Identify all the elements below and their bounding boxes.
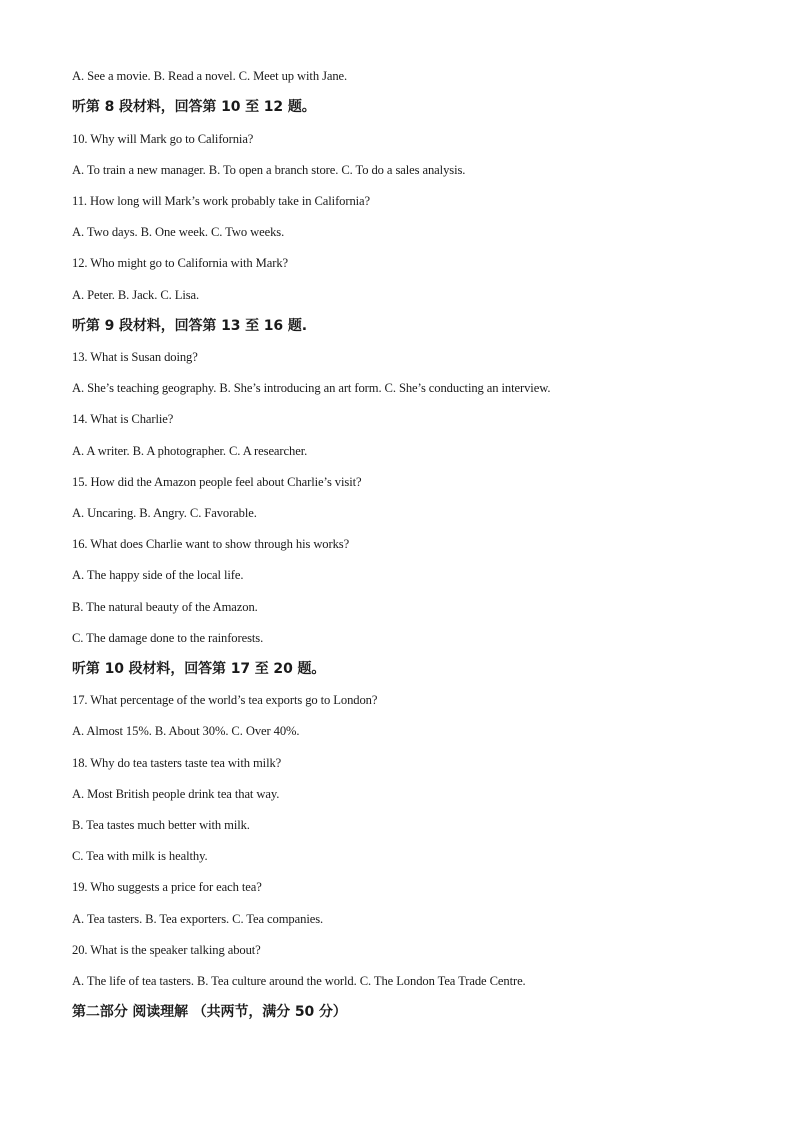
answer-options-line: A. See a movie. B. Read a novel. C. Meet up with Jane.	[72, 69, 348, 83]
answer-option-b: B. Tea tastes much better with milk.	[72, 818, 250, 832]
answer-options-line: A. To train a new manager. B. To open a branch store. C. To do a sales analysis.	[72, 163, 466, 177]
answer-option-b: B. The natural beauty of the Amazon.	[72, 600, 258, 614]
answer-option-a: A. The happy side of the local life.	[72, 568, 244, 582]
question-17: 17. What percentage of the world’s tea exports go to London?	[72, 693, 378, 707]
section-heading-part-8: 听第 8 段材料，回答第 10 至 12 题。	[72, 99, 316, 115]
answer-options-line: A. Two days. B. One week. C. Two weeks.	[72, 225, 285, 239]
question-18: 18. Why do tea tasters taste tea with milk?	[72, 756, 282, 770]
answer-options-line: A. Peter. B. Jack. C. Lisa.	[72, 288, 200, 302]
question-12: 12. Who might go to California with Mark?	[72, 256, 289, 270]
question-14: 14. What is Charlie?	[72, 412, 174, 426]
question-10: 10. Why will Mark go to California?	[72, 132, 254, 146]
answer-option-c: C. Tea with milk is healthy.	[72, 849, 208, 863]
question-16: 16. What does Charlie want to show through his works?	[72, 537, 350, 551]
answer-options-line: A. She’s teaching geography. B. She’s introducing an art form. C. She’s conducting an interview.	[72, 381, 551, 395]
question-15: 15. How did the Amazon people feel about Charlie’s visit?	[72, 475, 362, 489]
answer-options-line: A. Uncaring. B. Angry. C. Favorable.	[72, 506, 257, 520]
answer-options-line: A. The life of tea tasters. B. Tea culture around the world. C. The London Tea Trade Centre.	[72, 974, 526, 988]
question-11: 11. How long will Mark’s work probably take in California?	[72, 194, 371, 208]
question-20: 20. What is the speaker talking about?	[72, 943, 261, 957]
section-heading-part-9: 听第 9 段材料，回答第 13 至 16 题.	[72, 318, 307, 334]
answer-option-a: A. Most British people drink tea that way.	[72, 787, 280, 801]
answer-options-line: A. Almost 15%. B. About 30%. C. Over 40%.	[72, 724, 300, 738]
question-19: 19. Who suggests a price for each tea?	[72, 880, 262, 894]
part-two-heading: 第二部分 阅读理解 （共两节，满分 50 分）	[72, 1004, 347, 1020]
answer-options-line: A. A writer. B. A photographer. C. A researcher.	[72, 444, 308, 458]
section-heading-part-10: 听第 10 段材料，回答第 17 至 20 题。	[72, 661, 326, 677]
question-13: 13. What is Susan doing?	[72, 350, 198, 364]
answer-options-line: A. Tea tasters. B. Tea exporters. C. Tea companies.	[72, 912, 324, 926]
answer-option-c: C. The damage done to the rainforests.	[72, 631, 264, 645]
